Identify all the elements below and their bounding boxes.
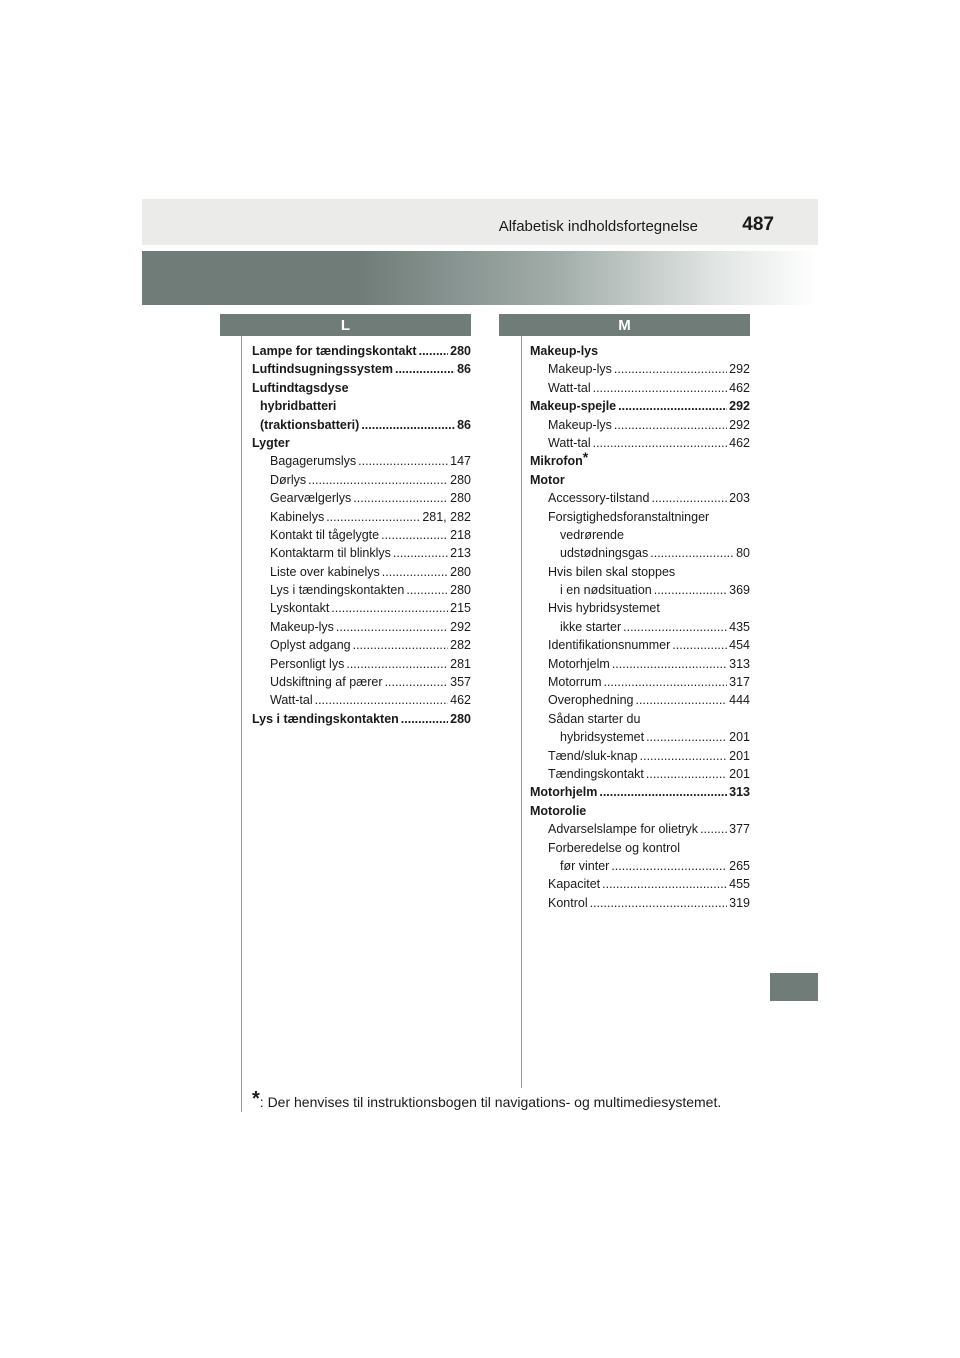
index-entry (530, 508, 750, 526)
index-entry-text: i en nødsituation (560, 583, 652, 598)
index-entry-page: 281, 282 (422, 509, 471, 524)
index-entry-text: Kapacitet (548, 877, 601, 892)
index-entry-text: Motorrum (548, 675, 602, 690)
index-entry: Mikrofon * (530, 452, 750, 470)
index-entry-text: Watt-tal (270, 693, 313, 708)
index-entry-text: Dørlys (270, 472, 307, 487)
index-entry (530, 489, 750, 507)
index-entry (530, 581, 750, 599)
index-entry-page: 313 (729, 656, 750, 671)
index-entry-text: Tændingskontakt (548, 766, 644, 781)
index-entry (252, 489, 471, 507)
index-entry (530, 673, 750, 691)
index-entry-page: 462 (729, 380, 750, 395)
dot-leader (593, 434, 728, 452)
dot-leader (393, 544, 448, 562)
index-entry (530, 747, 750, 765)
index-entry-text: Kontrol (548, 895, 588, 910)
column-divider-middle (521, 336, 522, 1088)
index-entry-text: Advarselslampe for olietryk (548, 822, 699, 837)
index-entry-text: Motorhjelm (548, 656, 610, 671)
index-entry-text: Hvis hybridsystemet (548, 601, 660, 616)
dot-leader (651, 489, 727, 507)
dot-leader (395, 360, 455, 378)
index-entry (252, 471, 471, 489)
dot-leader (654, 581, 727, 599)
index-entry-text: Kabinelys (270, 509, 325, 524)
index-entry-text: Gearvælgerlys (270, 491, 352, 506)
dot-leader (308, 471, 448, 489)
index-entry-page: 454 (729, 638, 750, 653)
index-entry-page: 280 (450, 472, 471, 487)
index-entry-page: 313 (729, 785, 750, 800)
index-entry-page: 377 (729, 822, 750, 837)
index-entry (530, 379, 750, 397)
index-entry-page: 215 (450, 601, 471, 616)
index-entry (252, 360, 471, 378)
dot-leader (672, 636, 727, 654)
index-entry (530, 471, 750, 489)
page-header (142, 199, 818, 245)
index-entry (252, 563, 471, 581)
index-entry-page: 280 (450, 583, 471, 598)
dot-leader (419, 342, 449, 360)
index-letter-m: M (499, 314, 750, 336)
footnote-marker: * (252, 1088, 260, 1110)
index-entry (252, 655, 471, 673)
dot-leader (611, 857, 727, 875)
dot-leader (382, 563, 448, 581)
index-entry (530, 857, 750, 875)
dot-leader (614, 416, 727, 434)
dot-leader (599, 783, 727, 801)
dot-leader (385, 673, 449, 691)
index-entry (530, 342, 750, 360)
index-entry (530, 783, 750, 801)
index-entry-text: Makeup-lys (270, 619, 334, 634)
index-entry-text: Lyskontakt (270, 601, 330, 616)
index-entry-text: Motorolie (530, 803, 587, 818)
index-entry-page: 282 (450, 638, 471, 653)
index-entry (252, 581, 471, 599)
index-entry-text: Watt-tal (548, 380, 591, 395)
dot-leader (612, 655, 727, 673)
dot-leader (346, 655, 448, 673)
index-column-m (530, 342, 750, 912)
dot-leader (326, 508, 420, 526)
index-column-l (252, 342, 471, 728)
index-entry-text: udstødningsgas (560, 546, 649, 561)
index-entry-text: Watt-tal (548, 435, 591, 450)
section-tab-marker (770, 973, 818, 1001)
index-entry-page: 292 (729, 399, 750, 414)
index-entry-text: vedrørende (560, 527, 624, 542)
dot-leader (353, 489, 448, 507)
index-entry-page: 319 (729, 895, 750, 910)
index-entry-text: Motorhjelm (530, 785, 598, 800)
index-entry (252, 434, 471, 452)
dot-leader (593, 379, 728, 397)
index-entry-page: 218 (450, 527, 471, 542)
index-entry-text: Makeup-spejle (530, 399, 617, 414)
index-entry-page: 357 (450, 675, 471, 690)
index-entry-page: 280 (450, 564, 471, 579)
index-entry-page: 201 (729, 748, 750, 763)
index-entry-text: Forsigtighedsforanstaltninger (548, 509, 710, 524)
index-entry-page: 292 (450, 619, 471, 634)
index-entry-page: 147 (450, 454, 471, 469)
index-entry-text: Makeup-lys (530, 344, 599, 358)
index-entry-text: Udskiftning af pærer (270, 675, 383, 690)
index-entry-text: Oplyst adgang (270, 638, 351, 653)
index-entry (252, 508, 471, 526)
index-entry-page: 280 (450, 491, 471, 506)
index-entry (252, 526, 471, 544)
index-entry (252, 544, 471, 562)
index-entry-text: Forberedelse og kontrol (548, 840, 681, 855)
index-entry (252, 691, 471, 709)
index-entry-text: Kontaktarm til blinklys (270, 546, 391, 561)
index-entry-page: 462 (450, 693, 471, 708)
index-entry-text: Personligt lys (270, 656, 345, 671)
index-letter-l: L (220, 314, 471, 336)
dot-leader (614, 360, 727, 378)
dot-leader (623, 618, 727, 636)
dot-leader (646, 728, 727, 746)
index-entry-text: Accessory-tilstand (548, 491, 650, 506)
index-entry-text: Lys i tændingskontakten (252, 711, 399, 726)
index-entry-text: Overophedning (548, 693, 634, 708)
index-entry-page: 280 (450, 711, 471, 726)
index-entry (252, 416, 471, 434)
index-entry (252, 379, 471, 397)
index-entry-page: 213 (450, 546, 471, 561)
index-entry-page: 201 (729, 766, 750, 781)
index-entry (530, 765, 750, 783)
index-entry (252, 710, 471, 728)
index-entry-text: før vinter (560, 858, 610, 873)
index-entry-text: Makeup-lys (548, 417, 612, 432)
index-entry (530, 728, 750, 746)
index-entry (252, 618, 471, 636)
index-entry-page: 455 (729, 877, 750, 892)
index-entry (530, 526, 750, 544)
index-entry-text: Lys i tændingskontakten (270, 583, 405, 598)
dot-leader (336, 618, 448, 636)
index-entry (252, 673, 471, 691)
index-entry (530, 434, 750, 452)
index-entry (530, 655, 750, 673)
index-entry (530, 618, 750, 636)
index-entry-page: 292 (729, 417, 750, 432)
index-entry-page: 292 (729, 362, 750, 377)
index-entry-page: 369 (729, 583, 750, 598)
index-entry-page: 280 (450, 344, 471, 358)
dot-leader (361, 416, 455, 434)
dot-leader (646, 765, 727, 783)
dot-leader (635, 691, 727, 709)
index-entry-text: Luftindsugningssystem (252, 362, 393, 377)
index-entry (530, 416, 750, 434)
dot-leader (590, 894, 728, 912)
index-entry-text: Tænd/sluk-knap (548, 748, 638, 763)
index-entry (252, 397, 471, 415)
index-entry (530, 360, 750, 378)
index-entry-page: 317 (729, 675, 750, 690)
index-entry (530, 691, 750, 709)
index-entry (530, 894, 750, 912)
index-entry (252, 342, 471, 360)
index-entry-page: 203 (729, 491, 750, 506)
dot-leader (315, 691, 449, 709)
index-entry-text: Lampe for tændingskontakt (252, 344, 417, 358)
index-entry-page: 86 (457, 362, 471, 377)
index-entry (530, 875, 750, 893)
dot-leader (603, 673, 727, 691)
index-entry (530, 802, 750, 820)
index-entry-page: 462 (729, 435, 750, 450)
index-entry-text: Mikrofon (530, 454, 583, 469)
index-entry (530, 544, 750, 562)
footnote-text: : Der henvises til instruktionsbogen til navigations- og multimediesystemet. (259, 1094, 722, 1110)
index-entry-text: hybridbatteri (260, 399, 337, 414)
index-entry (530, 710, 750, 728)
index-entry-text: Kontakt til tågelygte (270, 527, 380, 542)
page-number: 487 (742, 214, 774, 235)
dot-leader (358, 452, 448, 470)
index-entry-text: Bagagerumslys (270, 454, 357, 469)
dot-leader (331, 599, 448, 617)
dot-leader (401, 710, 448, 728)
index-entry-text: Sådan starter du (548, 711, 641, 726)
index-entry-text: Hvis bilen skal stoppes (548, 564, 676, 579)
index-entry-page: 86 (457, 417, 471, 432)
index-entry (530, 636, 750, 654)
index-entry-text: hybridsystemet (560, 730, 645, 745)
page-title: Alfabetisk indholdsfortegnelse (498, 218, 698, 235)
index-entry (252, 636, 471, 654)
decorative-band (142, 251, 818, 305)
dot-leader (353, 636, 449, 654)
index-entry-text: Identifikationsnummer (548, 638, 671, 653)
dot-leader (618, 397, 727, 415)
index-entry-page: 435 (729, 619, 750, 634)
index-entry-page: 281 (450, 656, 471, 671)
dot-leader (406, 581, 448, 599)
index-entry-text: Lygter (252, 435, 290, 450)
index-entry (530, 820, 750, 838)
index-entry-text: Liste over kabinelys (270, 564, 380, 579)
index-entry-text: Luftindtagsdyse (252, 380, 349, 395)
index-entry-page: 80 (736, 546, 750, 561)
index-entry (530, 839, 750, 857)
footnote (252, 1090, 721, 1113)
index-entry-text: Makeup-lys (548, 362, 612, 377)
index-entry-page: 444 (729, 693, 750, 708)
dot-leader (381, 526, 448, 544)
index-entry (252, 599, 471, 617)
index-entry (252, 452, 471, 470)
dot-leader (602, 875, 727, 893)
index-entry (530, 563, 750, 581)
index-entry (530, 397, 750, 415)
index-entry-page: 201 (729, 730, 750, 745)
dot-leader (640, 747, 728, 765)
column-divider-left (241, 336, 242, 1112)
dot-leader (650, 544, 734, 562)
index-entry-page: 265 (729, 858, 750, 873)
dot-leader (700, 820, 727, 838)
index-entry (530, 599, 750, 617)
index-entry-text: ikke starter (560, 619, 622, 634)
index-entry-text: Motor (530, 472, 565, 487)
index-entry-text: (traktionsbatteri) (260, 417, 360, 432)
